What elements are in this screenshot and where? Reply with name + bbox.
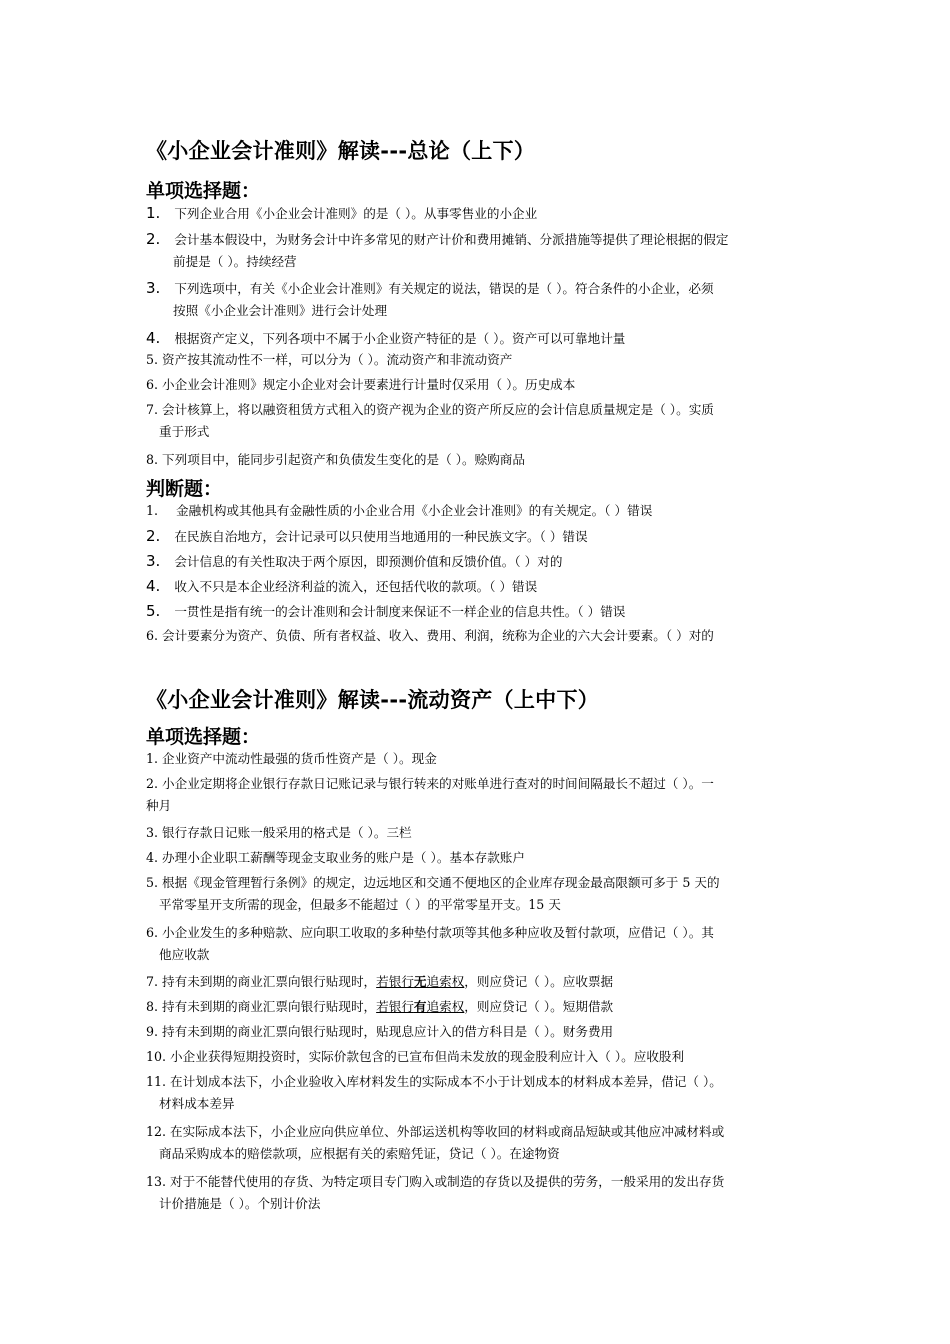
- s1-judge-2: 2. 在民族自治地方，会计记录可以只使用当地通用的一种民族文字。（ ）错误: [146, 527, 588, 545]
- s2-choice-1: 1. 企业资产中流动性最强的货币性资产是（ ）。现金: [146, 751, 437, 766]
- s1-choice-2: 2. 会计基本假设中，为财务会计中许多常见的财产计价和费用摊销、分派措施等提供了理论根据的假定 前提是（ ）。持续经营: [146, 230, 729, 269]
- s2-choice-6: 6. 小企业发生的多种赔款、应向职工收取的多种垫付款项等其他多种应收及暂付款项，应借记（ ）。其 他应收款: [146, 925, 714, 962]
- s1-choice-3: 3. 下列选项中，有关《小企业会计准则》有关规定的说法，错误的是（ ）。符合条件的小企业，必须 按照《小企业会计准则》进行会计处理: [146, 279, 714, 318]
- s1-choice-7: 7. 会计核算上，将以融资租赁方式租入的资产视为企业的资产所反应的会计信息质量规定是（ ）。实质 重于形式: [146, 402, 714, 439]
- s1-choice-8: 8. 下列项目中，能同步引起资产和负债发生变化的是（ ）。赊购商品: [146, 452, 525, 467]
- s2-choice-3: 3. 银行存款日记账一般采用的格式是（ ）。三栏: [146, 825, 412, 840]
- s2-choice-5: 5. 根据《现金管理暂行条例》的规定，边远地区和交通不便地区的企业库存现金最高限额可多于 5 天的 平常零星开支所需的现金，但最多不能超过（ ）的平常零星开支。15 天: [146, 875, 720, 912]
- s1-choice-1: 1. 下列企业合用《小企业会计准则》的是（ ）。从事零售业的小企业: [146, 204, 538, 222]
- s2-choice-9: 9. 持有未到期的商业汇票向银行贴现时，贴现息应计入的借方科目是（ ）。财务费用: [146, 1024, 614, 1039]
- section-1-choice-heading: 单项选择题：: [146, 180, 261, 202]
- s2-choice-12: 12. 在实际成本法下，小企业应向供应单位、外部运送机构等收回的材料或商品短缺或其他应冲减材料或 商品采购成本的赔偿款项，应根据有关的索赔凭证，贷记（ ）。在途物资: [146, 1124, 725, 1161]
- section-2-choice-heading: 单项选择题：: [146, 726, 261, 748]
- s1-choice-5: 5. 资产按其流动性不一样，可以分为（ ）。流动资产和非流动资产: [146, 352, 513, 367]
- s2-choice-10: 10. 小企业获得短期投资时，实际价款包含的已宣布但尚未发放的现金股利应计入（ ）。应收股利: [146, 1049, 685, 1064]
- s2-choice-4: 4. 办理小企业职工薪酬等现金支取业务的账户是（ ）。基本存款账户: [146, 850, 525, 865]
- s1-judge-3: 3. 会计信息的有关性取决于两个原因，即预测价值和反馈价值。（ ）对的: [146, 552, 563, 570]
- s1-judge-1: 1. 金融机构或其他具有金融性质的小企业合用《小企业会计准则》的有关规定。（ ）错误: [146, 503, 653, 518]
- s1-choice-4: 4. 根据资产定义，下列各项中不属于小企业资产特征的是（ ）。资产可以可靠地计量: [146, 329, 626, 347]
- s2-choice-13: 13. 对于不能替代使用的存货、为特定项目专门购入或制造的存货以及提供的劳务，一般采用的发出存货 计价措施是（ ）。个别计价法: [146, 1174, 725, 1211]
- s2-choice-7: 7. 持有未到期的商业汇票向银行贴现时，若银行无追索权，则应贷记（ ）。应收票据: [146, 974, 614, 989]
- section-1-judge-heading: 判断题：: [146, 478, 223, 500]
- underlined-phrase: 若银行无追索权: [376, 974, 465, 989]
- s1-judge-4: 4. 收入不只是本企业经济利益的流入，还包括代收的款项。（ ）错误: [146, 577, 538, 595]
- section-1-title: 《小企业会计准则》解读---总论（上下）: [146, 139, 536, 163]
- section-2-title: 《小企业会计准则》解读---流动资产（上中下）: [146, 688, 600, 712]
- s1-judge-5: 5. 一贯性是指有统一的会计准则和会计制度来保证不一样企业的信息共性。（ ）错误: [146, 602, 626, 620]
- s2-choice-2: 2. 小企业定期将企业银行存款日记账记录与银行转来的对账单进行查对的时间间隔最长不超过（ ）。一 种月: [146, 776, 714, 813]
- underlined-phrase: 若银行有追索权: [376, 999, 465, 1014]
- s2-choice-11: 11. 在计划成本法下，小企业验收入库材料发生的实际成本不小于计划成本的材料成本差异，借记（ ）。 材料成本差异: [146, 1074, 722, 1111]
- s1-judge-6: 6. 会计要素分为资产、负债、所有者权益、收入、费用、利润，统称为企业的六大会计要素。（ ）对的: [146, 628, 714, 643]
- s1-choice-6: 6. 小企业会计准则》规定小企业对会计要素进行计量时仅采用（ ）。历史成本: [146, 377, 576, 392]
- s2-choice-8: 8. 持有未到期的商业汇票向银行贴现时，若银行有追索权，则应贷记（ ）。短期借款: [146, 999, 614, 1014]
